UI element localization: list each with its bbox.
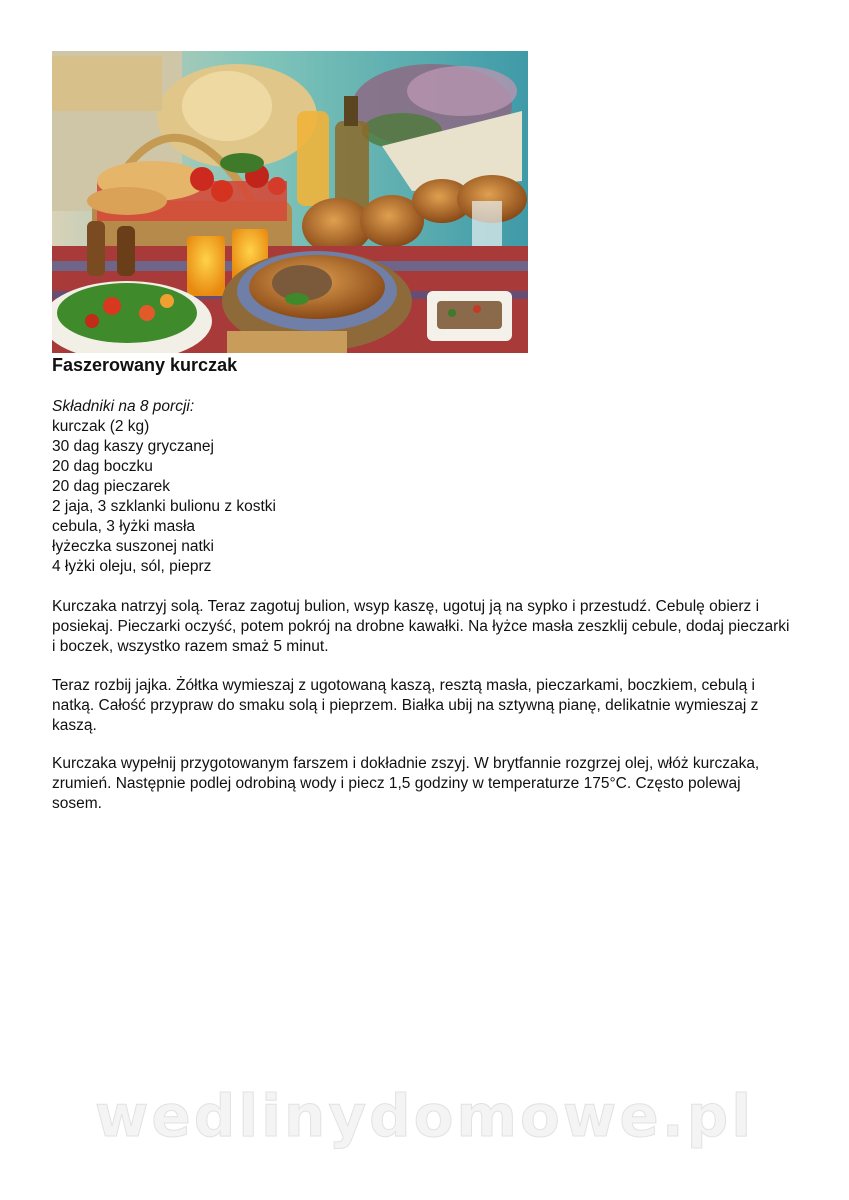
- ingredients-section: [52, 397, 276, 577]
- ingredient-item: 4 łyżki oleju, sól, pieprz: [52, 558, 212, 575]
- ingredients-heading: Składniki na 8 porcji:: [52, 398, 195, 415]
- ingredient-item: łyżeczka suszonej natki: [52, 538, 214, 555]
- ingredient-item: 20 dag pieczarek: [52, 478, 171, 495]
- watermark: wedlinydomowe.pl: [94, 1082, 755, 1150]
- instruction-paragraph-2: Teraz rozbij jajka. Żółtka wymieszaj z ugotowaną kaszą, resztą masła, pieczarkami, boczkiem, cebulą i natką. Całość przypraw do smaku solą i pieprzem. Białka ubij na sztywną pianę, delikatnie wymieszaj z kaszą.: [52, 677, 759, 734]
- ingredient-item: 2 jaja, 3 szklanki bulionu z kostki: [52, 498, 277, 515]
- instruction-paragraph-1: Kurczaka natrzyj solą. Teraz zagotuj bulion, wsyp kaszę, ugotuj ją na sypko i przestudź. Cebulę obierz i posiekaj. Pieczarki oczyść, potem pokrój na drobne kawałki. Na łyżce masła zeszklij cebule, dodaj pieczarki i boczek, wszystko razem smaż 5 minut.: [52, 598, 790, 655]
- instruction-paragraph-3: Kurczaka wypełnij przygotowanym farszem i dokładnie zszyj. W brytfannie rozgrzej olej, włóż kurczaka, zrumień. Następnie podlej odrobiną wody i piecz 1,5 godziny w temperaturze 175°C. Często polewaj sosem.: [52, 755, 760, 812]
- ingredient-item: 30 dag kaszy gryczanej: [52, 438, 214, 455]
- ingredient-item: kurczak (2 kg): [52, 418, 150, 435]
- recipe-title: Faszerowany kurczak: [52, 355, 238, 375]
- ingredients-list: [52, 417, 276, 577]
- ingredient-item: cebula, 3 łyżki masła: [52, 518, 196, 535]
- ingredient-item: 20 dag boczku: [52, 458, 153, 475]
- recipe-photo: [52, 51, 528, 353]
